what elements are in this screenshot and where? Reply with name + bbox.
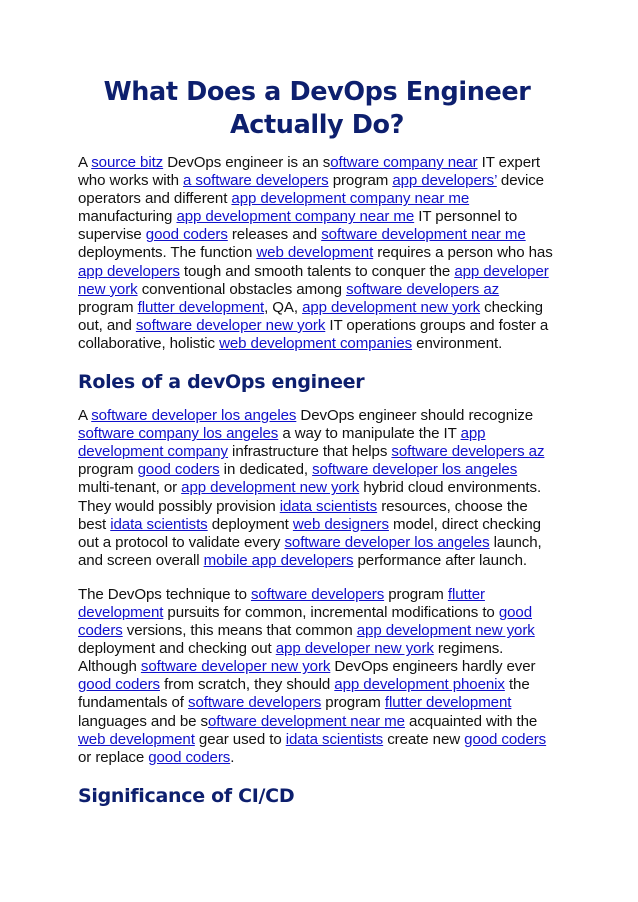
inline-link[interactable]: idata scientists [110,515,208,533]
inline-link[interactable]: source bitz [91,154,164,171]
document-body [78,154,556,809]
body-text: languages and be s [78,712,208,730]
body-text: IT personnel to supervise [78,208,518,244]
inline-link[interactable]: idata scientists [285,730,384,748]
body-text: gear used to [194,730,286,748]
page-title: What Does a DevOps Engineer Actually Do? [103,77,531,140]
inline-link[interactable]: good coders [145,226,228,244]
inline-link[interactable]: flutter development [78,585,485,621]
body-text: DevOps engineers hardly ever [330,658,536,676]
body-text: The DevOps technique to [78,585,251,603]
inline-link[interactable]: good coders [464,730,547,748]
body-text: infrastructure that helps [227,443,392,461]
body-text: DevOps engineer should recognize [296,407,533,425]
inline-link[interactable]: oftware development near me [207,712,405,730]
inline-link[interactable]: software development near me [321,226,526,244]
body-text: pursuits for common, incremental modifications to [163,603,499,621]
inline-link[interactable]: software developer los angeles [284,533,490,551]
section-heading: Roles of a devOps engineer [78,371,365,394]
body-text: hybrid cloud environments. They would possibly provision [78,479,542,515]
roles-paragraph [78,407,556,570]
inline-link[interactable]: software developers az [391,443,545,461]
body-text: launch, and screen overall [78,533,542,569]
body-text: deployments. The function [78,244,257,262]
inline-link[interactable]: app developers’ [392,172,497,190]
body-text: multi-tenant, or [78,479,182,497]
intro-paragraph [78,154,556,353]
body-text: . [230,748,235,766]
body-text: acquainted with the [404,712,538,730]
body-text: program [78,461,138,479]
body-text: program [78,298,138,316]
body-text: , QA, [264,298,303,316]
body-text: versions, this means that common [122,622,357,640]
body-text: A [78,154,92,171]
inline-link[interactable]: app development company [78,425,486,461]
inline-link[interactable]: app development company near me [176,208,415,226]
body-text: or replace [78,748,149,766]
inline-link[interactable]: software developer los angeles [91,407,297,425]
inline-link[interactable]: app developers [78,262,180,280]
inline-link[interactable]: good coders [148,748,231,766]
body-text: model, direct checking out a protocol to validate every [78,515,541,551]
inline-link[interactable]: web designers [292,515,389,533]
body-text: a way to manipulate the IT [278,425,461,443]
inline-link[interactable]: web development companies [219,334,413,352]
inline-link[interactable]: app development new york [181,479,360,497]
body-text: in dedicated, [219,461,313,479]
body-text: checking out, and [78,298,543,334]
body-text: A [78,407,92,425]
section-heading: Significance of CI/CD [78,784,295,807]
body-text: IT operations groups and foster a collaborative, holistic [78,316,549,352]
inline-link[interactable]: software developers az [346,280,500,298]
body-text: resources, choose the best [78,497,528,533]
inline-link[interactable]: app development phoenix [334,676,505,694]
inline-link[interactable]: app development company near me [231,190,470,208]
body-text: device operators and different [78,172,544,208]
inline-link[interactable]: software developers [188,694,322,712]
body-text: deployment and checking out [78,640,276,658]
body-text: the fundamentals of [78,676,530,712]
inline-link[interactable]: app development new york [302,298,481,316]
inline-link[interactable]: idata scientists [279,497,378,515]
body-text: releases and [227,226,322,244]
inline-link[interactable]: flutter development [384,694,512,712]
inline-link[interactable]: flutter development [137,298,265,316]
inline-link[interactable]: software developer los angeles [312,461,518,479]
body-text: IT expert who works with [78,154,541,190]
inline-link[interactable]: software developers [250,585,385,603]
inline-link[interactable]: good coders [137,461,220,479]
inline-link[interactable]: good coders [78,676,160,694]
body-text: conventional obstacles among [137,280,347,298]
body-text: tough and smooth talents to conquer the [179,262,455,280]
body-text: from scratch, they should [159,676,335,694]
body-text: program [328,172,393,190]
inline-link[interactable]: software company los angeles [78,425,279,443]
body-text: program [321,694,385,712]
inline-link[interactable]: web development [256,244,374,262]
body-text: performance after launch. [353,551,528,569]
inline-link[interactable]: good coders [78,603,532,640]
body-text: regimens. Although [78,640,504,676]
body-text: create new [383,730,465,748]
inline-link[interactable]: oftware company near [330,154,478,171]
inline-link[interactable]: software developer new york [135,316,326,334]
inline-link[interactable]: software developer new york [140,658,331,676]
inline-link[interactable]: web development [78,730,195,748]
body-text: DevOps engineer is an s [163,154,331,171]
inline-link[interactable]: app developer new york [78,262,549,298]
body-text: deployment [207,515,293,533]
inline-link[interactable]: app development new york [356,622,535,640]
inline-link[interactable]: a software developers [183,172,329,190]
body-text: environment. [412,334,503,352]
body-text: program [384,585,448,603]
body-text: manufacturing [78,208,177,226]
technique-paragraph [78,586,556,767]
body-text: requires a person who has [373,244,553,262]
inline-link[interactable]: app developer new york [275,640,434,658]
inline-link[interactable]: mobile app developers [203,551,354,569]
